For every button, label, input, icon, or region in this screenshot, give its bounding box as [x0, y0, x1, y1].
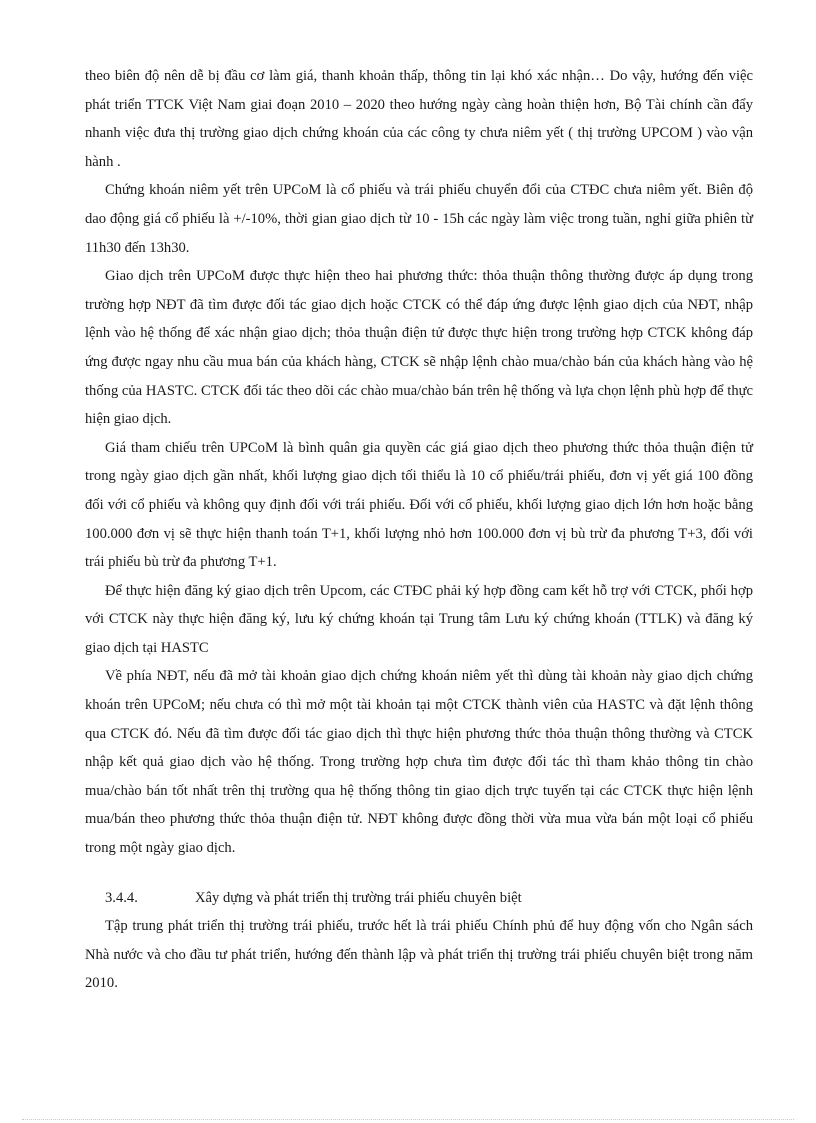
section-title: Xây dựng và phát triển thị trường trái phiếu chuyên biệt	[195, 889, 522, 906]
page-bottom-divider	[22, 1119, 794, 1120]
paragraph-upcom-intro: theo biên độ nên dễ bị đầu cơ làm giá, thanh khoản thấp, thông tin lại khó xác nhận… Do vậy, hướng đến việc phát triển TTCK Việt Nam giai đoạn 2010 – 2020 theo hướng ngày càng hoàn thiện hơn, Bộ Tài chính cần đẩy nhanh việc đưa thị trường giao dịch chứng khoán của các công ty chưa niêm yết ( thị trường UPCOM ) vào vận hành .	[85, 68, 753, 170]
section-number: 3.4.4.	[105, 889, 138, 906]
paragraph-investor-side: Về phía NĐT, nếu đã mở tài khoản giao dịch chứng khoán niêm yết thì dùng tài khoản này giao dịch chứng khoán trên UPCoM; nếu chưa có thì mở một tài khoản tại một CTCK thành viên của HASTC và đặt lệnh thông qua CTCK đó. Nếu đã tìm được đối tác giao dịch thì thực hiện phương thức thỏa thuận thông thường và CTCK nhập kết quả giao dịch vào hệ thống. Trong trường hợp chưa tìm được đối tác thì tham khảo thông tin chào mua/chào bán tốt nhất trên thị trường qua hệ thống thông tin giao dịch trực tuyến tại các CTCK thực hiện lệnh mua/bán theo phương thức thỏa thuận điện tử. NĐT không được đồng thời vừa mua vừa bán một loại cổ phiếu trong một ngày giao dịch.	[85, 668, 753, 857]
paragraph-trading-methods: Giao dịch trên UPCoM được thực hiện theo hai phương thức: thỏa thuận thông thường được áp dụng trong trường hợp NĐT đã tìm được đối tác giao dịch hoặc CTCK có thể đáp ứng được lệnh giao dịch của NĐT, nhập lệnh vào hệ thống để xác nhận giao dịch; thỏa thuận điện tử được thực hiện trong trường hợp CTCK không đáp ứng được ngay nhu cầu mua bán của khách hàng, CTCK sẽ nhập lệnh chào mua/chào bán của khách hàng vào hệ thống của HASTC. CTCK đối tác theo dõi các chào mua/chào bán trên hệ thống và lựa chọn lệnh phù hợp để thực hiện giao dịch.	[85, 268, 753, 428]
paragraph-listed-securities: Chứng khoán niêm yết trên UPCoM là cổ phiếu và trái phiếu chuyển đổi của CTĐC chưa niêm yết. Biên độ dao động giá cổ phiếu là +/-10%, thời gian giao dịch từ 10 - 15h các ngày làm việc trong tuần, nghỉ giữa phiên từ 11h30 đến 13h30.	[85, 182, 753, 256]
document-page	[85, 62, 753, 998]
paragraph-registration: Để thực hiện đăng ký giao dịch trên Upcom, các CTĐC phải ký hợp đồng cam kết hỗ trợ với CTCK, phối hợp với CTCK này thực hiện đăng ký, lưu ký chứng khoán tại Trung tâm Lưu ký chứng khoán (TTLK) và đăng ký giao dịch tại HASTC	[85, 582, 753, 656]
paragraph-reference-price: Giá tham chiếu trên UPCoM là bình quân gia quyền các giá giao dịch theo phương thức thỏa thuận điện tử trong ngày giao dịch gần nhất, khối lượng giao dịch tối thiểu là 10 cổ phiếu/trái phiếu, đơn vị yết giá 100 đồng đối với cổ phiếu và không quy định đối với trái phiếu. Đối với cổ phiếu, khối lượng giao dịch lớn hơn hoặc bằng 100.000 đơn vị sẽ thực hiện thanh toán T+1, khối lượng nhỏ hơn 100.000 đơn vị bù trừ đa phương T+3, đối với trái phiếu bù trừ đa phương T+1.	[85, 439, 753, 571]
paragraph-bond-market: Tập trung phát triển thị trường trái phiếu, trước hết là trái phiếu Chính phủ để huy động vốn cho Ngân sách Nhà nước và cho đầu tư phát triển, hướng đến thành lập và phát triển thị trường trái phiếu chuyên biệt trong năm 2010.	[85, 918, 753, 992]
section-heading	[85, 884, 753, 913]
